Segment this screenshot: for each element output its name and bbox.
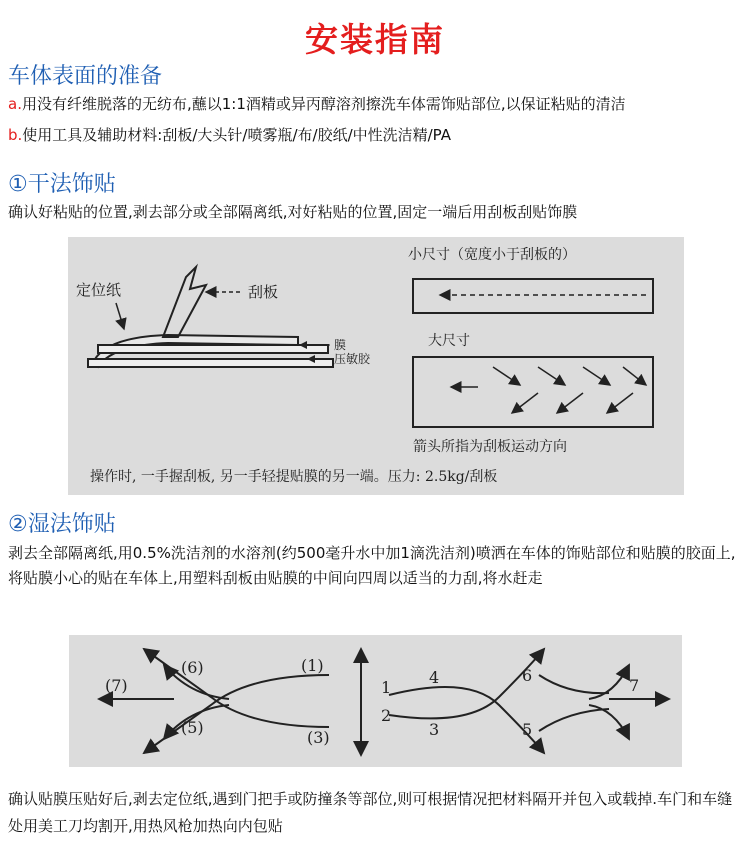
wet-label-2-right: 2 <box>381 706 392 725</box>
wet-label-6-left: (6) <box>181 658 204 677</box>
wet-label-7-left: (7) <box>105 676 128 695</box>
film-label: 膜 <box>334 338 347 352</box>
wet-label-3-right: 3 <box>429 720 440 739</box>
base-layer <box>88 359 333 367</box>
wet-label-1-right: 1 <box>381 678 392 697</box>
step-b-text: 使用工具及辅助材料:刮板/大头针/喷雾瓶/布/胶纸/中性洗洁精/PA <box>22 126 452 144</box>
wet-label-7-right: 7 <box>629 676 640 695</box>
wet-label-5-left: (5) <box>181 718 204 737</box>
page-title: 安装指南 <box>305 20 445 59</box>
wet-method-diagram <box>69 635 682 767</box>
squeegee-label: 刮板 <box>248 283 279 301</box>
wet-method-text: 剥去全部隔离纸,用0.5%洗洁剂的水溶剂(约500毫升水中加1滴洗洁剂)喷洒在车体的饰贴部位和贴膜的胶面上,将贴膜小心的贴在车体上,用塑料刮板由贴膜的中间向四周以适当的力刮,将水赶走 <box>8 544 736 587</box>
surface-prep-step-b <box>8 123 744 148</box>
positioning-paper-label: 定位纸 <box>76 281 122 299</box>
final-note: 确认贴膜压贴好后,剥去定位纸,遇到门把手或防撞条等部位,则可根据情况把材料隔开并包入或载掉.车门和车缝处用美工刀均割开,用热风枪加热向内包贴 <box>8 790 733 835</box>
dry-method-text: 确认好粘贴的位置,剥去部分或全部隔离纸,对好粘贴的位置,固定一端后用刮板刮贴饰膜 <box>8 203 578 221</box>
large-size-box <box>413 357 653 427</box>
surface-prep-heading: 车体表面的准备 <box>8 64 163 89</box>
wet-label-1-left: (1) <box>301 656 324 675</box>
dry-figure-caption: 操作时, 一手握刮板, 另一手轻提贴膜的另一端。压力: 2.5kg/刮板 <box>90 469 498 485</box>
squeegee-icon <box>163 267 206 337</box>
wet-label-5-right: 5 <box>522 720 533 739</box>
step-a-marker: a. <box>8 95 22 113</box>
small-size-label: 小尺寸（宽度小于刮板的） <box>408 247 576 263</box>
surface-prep-step-a <box>8 92 744 117</box>
arrow-note-label: 箭头所指为刮板运动方向 <box>413 439 567 455</box>
film-layer <box>98 345 328 353</box>
wet-label-3-left: (3) <box>307 728 330 747</box>
dry-method-diagram <box>68 237 684 495</box>
wet-method-heading: ②湿法饰贴 <box>8 512 116 537</box>
dry-method-heading: ①干法饰贴 <box>8 172 116 197</box>
small-size-box <box>413 279 653 313</box>
step-a-text: 用没有纤维脱落的无纺布,蘸以1:1酒精或异丙醇溶剂擦洗车体需饰贴部位,以保证粘贴的清洁 <box>21 95 626 113</box>
step-b-marker: b. <box>8 126 23 144</box>
wet-label-6-right: 6 <box>522 666 533 685</box>
large-size-label: 大尺寸 <box>428 333 470 349</box>
adhesive-label: 压敏胶 <box>334 352 371 366</box>
wet-label-4-right: 4 <box>429 668 440 687</box>
